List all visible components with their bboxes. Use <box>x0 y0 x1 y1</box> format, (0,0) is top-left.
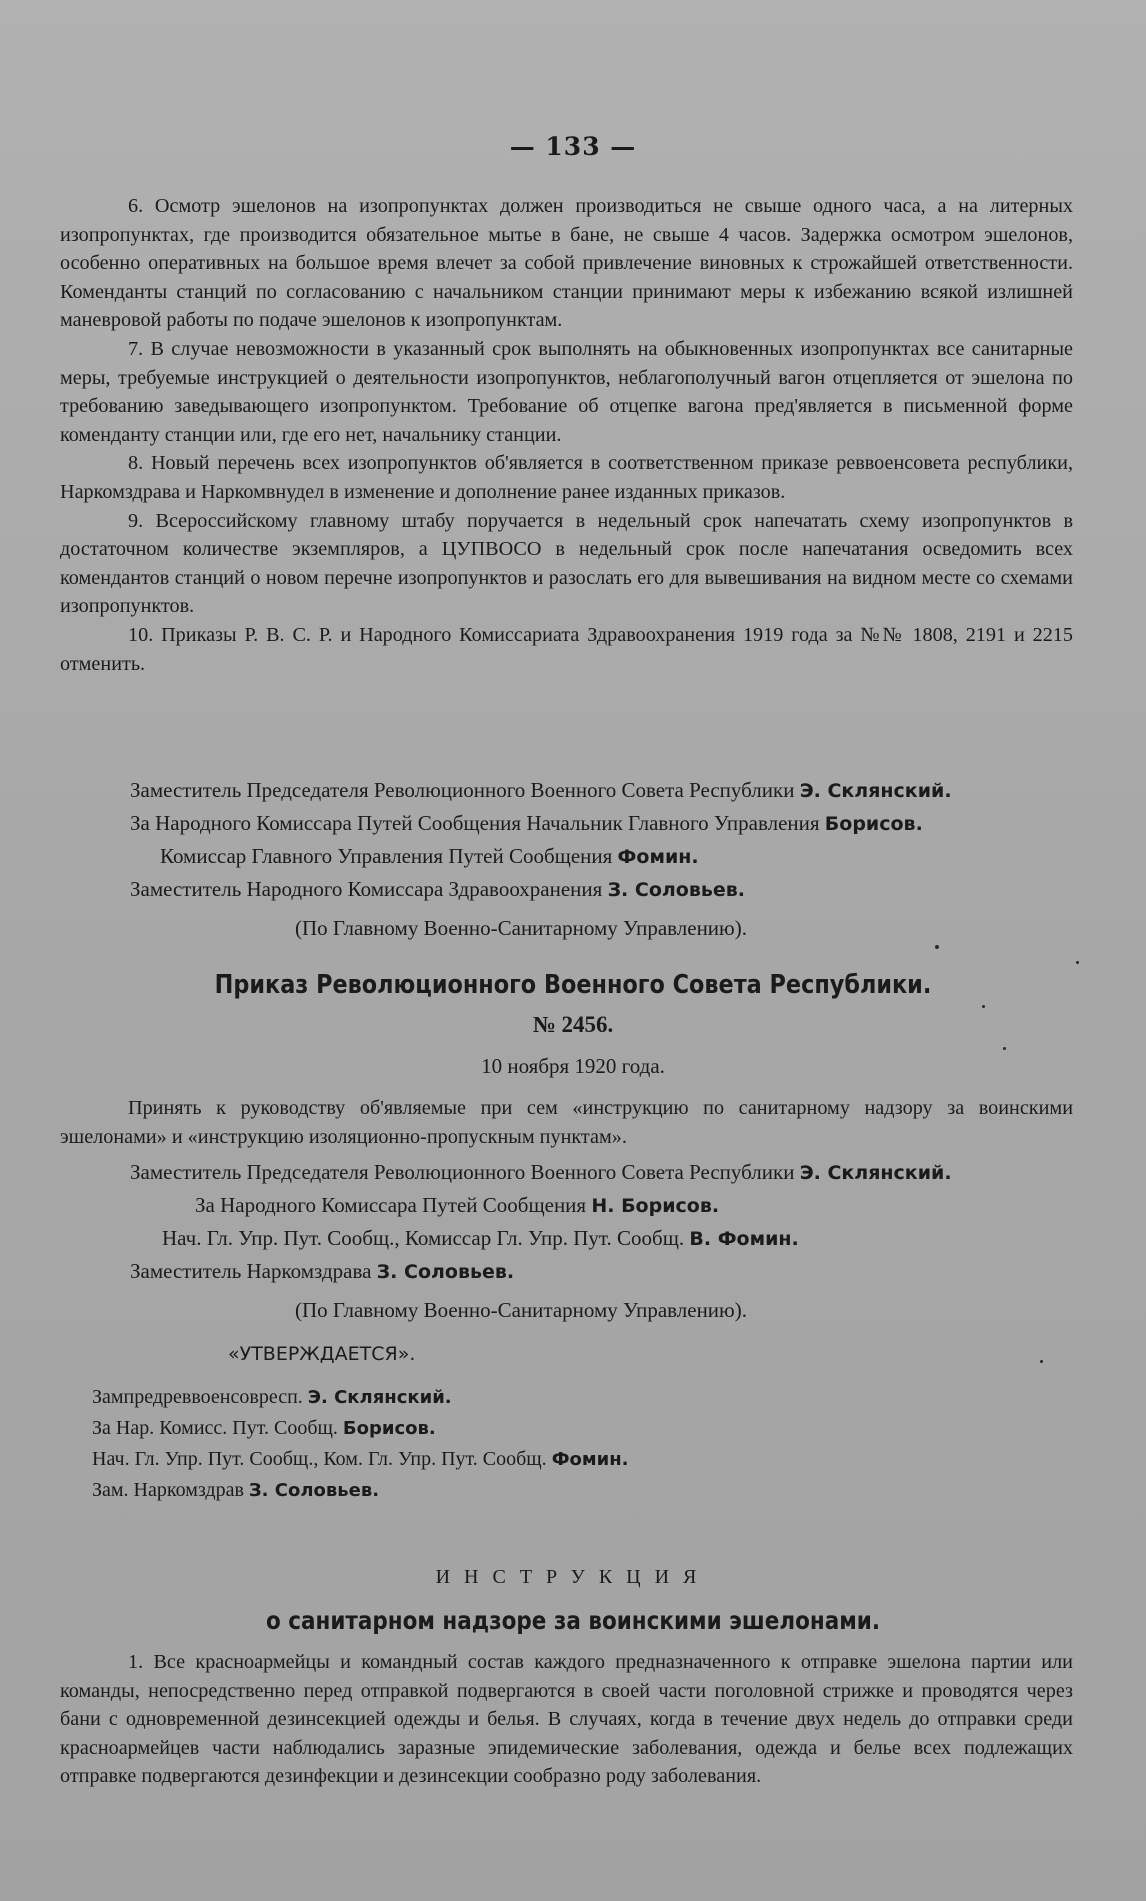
signature-name: Э. Склянский. <box>799 780 952 802</box>
approval-title: Зам. Наркомздрав <box>92 1479 244 1501</box>
signature-title: Заместитель Наркомздрава <box>130 1259 372 1283</box>
paragraphs-top <box>60 192 1073 678</box>
signature-title: Заместитель Председателя Революционного Военного Совета Республики <box>130 778 795 802</box>
signature-name: З. Соловьев. <box>376 1261 515 1283</box>
signature-name: Э. Склянский. <box>799 1162 952 1184</box>
paragraph-7: 7. В случае невозможности в указанный срок выполнять на обыкновенных изопропунктах все санитарные меры, требуемые инструкцией о деятельности изопропунктов, неблагополучный вагон отцепляется от эшелона по требованию заведывающего изопропунктом. Требование об отцепке вагона пред'является в письменной форме коменданту станции или, где его нет, начальнику станции. <box>60 337 1073 446</box>
signature-name: Н. Борисов. <box>591 1195 720 1217</box>
signature-title: Заместитель Председателя Революционного Военного Совета Республики <box>130 1160 795 1184</box>
paragraph-6: 6. Осмотр эшелонов на изопропунктах должен производиться не свыше одного часа, а на литерных изопропунктах, где производится обязательное мытье в бане, не свыше 4 часов. Задержка осмотром эшелонов, особенно оперативных на большое время влечет за собой привлечение виновных к строжайшей ответственности. Коменданты станций по согласованию с начальником станции принимают меры к избежанию всякой излишней маневровой работы по подаче эшелонов к изопропунктам. <box>60 195 1073 332</box>
signature-line <box>130 1156 1090 1189</box>
signature-name: В. Фомин. <box>689 1228 799 1250</box>
instruction-subtitle: о санитарном надзоре за воинскими эшелонами. <box>265 1606 881 1635</box>
paragraph-9: 9. Всероссийскому главному штабу поручается в недельный срок напечатать схему изопропунктов в достаточном количестве экземпляров, а ЦУПВОСО в недельный срок после напечатания осведомить всех комендантов станций о новом перечне изопропунктов и разослать его для вывешивания на видном месте со схемами изопропунктов. <box>60 509 1073 618</box>
approved-label: «УТВЕРЖДАЕТСЯ». <box>228 1343 416 1365</box>
approval-signatures <box>92 1382 652 1506</box>
signature-line <box>130 807 1090 840</box>
signature-block-1 <box>130 774 1090 944</box>
signature-name: З. Соловьев. <box>607 879 746 901</box>
paper-speck <box>935 945 939 949</box>
order-text: Принять к руководству об'являемые при сем «инструкцию по санитарному надзору за воинскими эшелонами» и «инструкцию изоляционно-пропускным пунктам». <box>60 1097 1073 1148</box>
signature-name: Фомин. <box>617 846 699 868</box>
signature-line <box>130 873 1090 906</box>
approval-name: Борисов. <box>342 1418 436 1439</box>
signature-line <box>130 774 1090 807</box>
approval-line <box>92 1382 652 1413</box>
signature-title: Заместитель Народного Комиссара Здравоохранения <box>130 877 603 901</box>
signature-line <box>130 1255 1090 1288</box>
signature-line <box>130 1189 1090 1222</box>
footnote-2: (По Главному Военно-Санитарному Управлению). <box>295 1298 747 1322</box>
approval-line <box>92 1475 652 1506</box>
paragraph-10: 10. Приказы Р. В. С. Р. и Народного Комиссариата Здравоохранения 1919 года за №№ 1808, 2191 и 2215 отменить. <box>60 623 1073 675</box>
paper-speck <box>1003 1047 1006 1050</box>
approval-name: Фомин. <box>551 1449 629 1470</box>
signature-block-2 <box>130 1156 1090 1326</box>
approval-name: Э. Склянский. <box>307 1387 452 1408</box>
order-date: 10 ноября 1920 года. <box>481 1054 665 1078</box>
paper-speck <box>982 1005 985 1008</box>
instruction-paragraph-1: 1. Все красноармейцы и командный состав каждого предназначенного к отправке эшелона партии или команды, непосредственно перед отправкой подвергаются в своей части поголовной стрижке и проводятся через бани с одновременной дезинсекцией одежды и белья. В случаях, когда в течение двух недель до отправки среди красноармейцев части наблюдались заразные эпидемические заболевания, одежда и белье всех подлежащих отправке подвергаются дезинфекции и дезинсекции сообразно роду заболевания. <box>60 1651 1073 1788</box>
signature-line <box>130 1222 1090 1255</box>
approval-line <box>92 1413 652 1444</box>
order-heading: Приказ Революционного Военного Совета Республики. <box>214 970 932 1000</box>
approval-name: З. Соловьев. <box>248 1480 380 1501</box>
approval-title: Зампредреввоенсовресп. <box>92 1386 303 1408</box>
page-number: — 133 — <box>509 132 637 161</box>
signature-line <box>130 840 1090 873</box>
instruction-title: ИНСТРУКЦИЯ <box>435 1566 711 1588</box>
instruction-body <box>60 1648 1073 1791</box>
paragraph-8: 8. Новый перечень всех изопропунктов об'является в соответственном приказе реввоенсовета республики, Наркомздрава и Наркомвнудел в изменение и дополнение ранее изданных приказов. <box>60 452 1073 503</box>
approved-label-block <box>228 1338 728 1370</box>
signature-title: За Народного Комиссара Путей Сообщения Начальник Главного Управления <box>130 811 820 835</box>
signature-name: Борисов. <box>824 813 923 835</box>
signature-title: Нач. Гл. Упр. Пут. Сообщ., Комиссар Гл. Упр. Пут. Сообщ. <box>162 1226 685 1250</box>
order-text-block <box>60 1094 1073 1151</box>
footnote-1: (По Главному Военно-Санитарному Управлению). <box>295 916 747 940</box>
approval-line <box>92 1444 632 1475</box>
approval-title: За Нар. Комисс. Пут. Сообщ. <box>92 1417 338 1439</box>
paper-speck <box>1040 1360 1043 1363</box>
approval-title: Нач. Гл. Упр. Пут. Сообщ., Ком. Гл. Упр. Пут. Сообщ. <box>92 1448 547 1470</box>
signature-title: Комиссар Главного Управления Путей Сообщения <box>160 844 613 868</box>
paper-speck <box>1076 961 1079 964</box>
order-number: № 2456. <box>532 1012 614 1037</box>
signature-title: За Народного Комиссара Путей Сообщения <box>195 1193 587 1217</box>
